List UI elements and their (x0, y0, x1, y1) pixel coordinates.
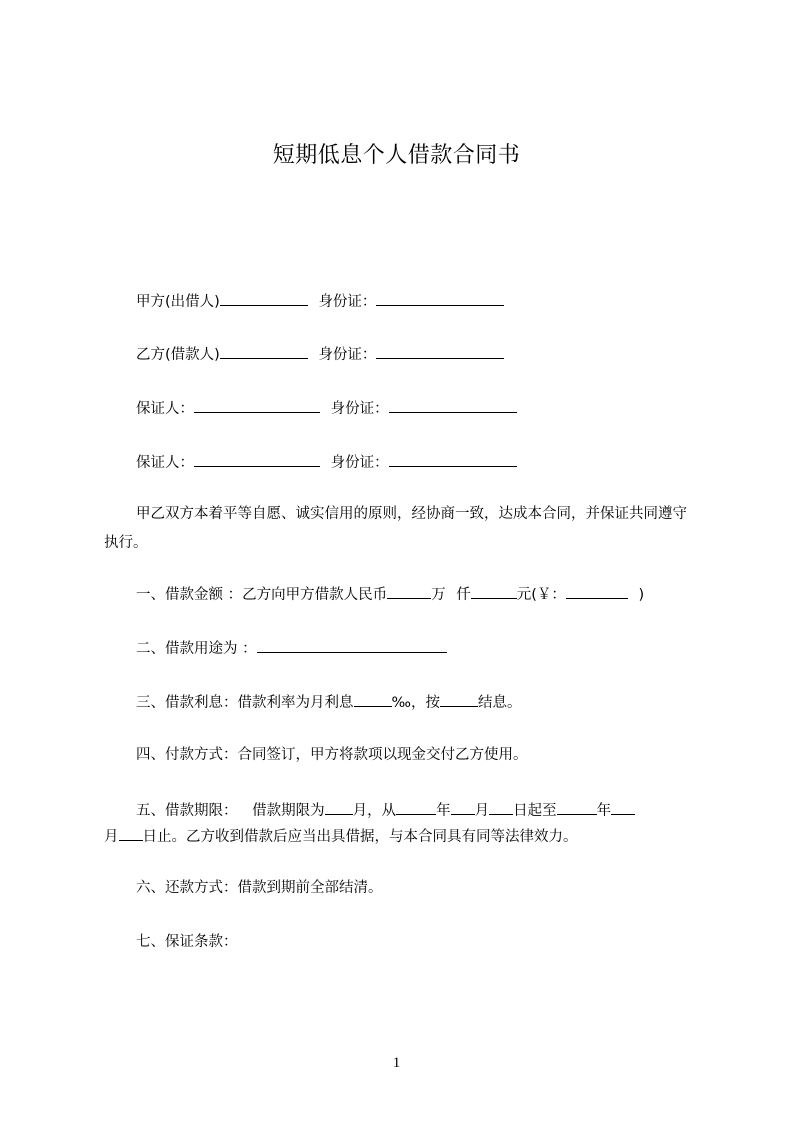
lender-id-blank[interactable] (376, 291, 504, 306)
term-months-blank[interactable] (325, 800, 353, 815)
term-end-day-blank[interactable] (119, 826, 143, 841)
interest-tail: 结息。 (477, 695, 522, 711)
clause-term-line-2 (104, 826, 578, 847)
guarantor-id-blank-1[interactable] (389, 398, 517, 413)
amount-qian-blank[interactable] (471, 584, 517, 599)
clause-amount (136, 584, 644, 605)
guarantor-label-2: 保证人： (136, 455, 194, 471)
term-start-year-blank[interactable] (396, 800, 436, 815)
amount-wan: 万 (431, 587, 446, 603)
amount-wan-blank[interactable] (387, 584, 431, 599)
interest-label: 三、借款利息：借款利率为月利息 (136, 695, 354, 711)
term-text: 借款期限为 (252, 803, 325, 819)
borrower-line (136, 344, 504, 365)
clause-guarantee: 七、保证条款： (136, 934, 238, 950)
interest-unit: ‰，按 (391, 695, 440, 711)
term-day-to: 日起至 (513, 803, 557, 819)
guarantor-id-label-1: 身份证： (330, 401, 389, 417)
guarantor-name-blank-1[interactable] (194, 398, 320, 413)
borrower-name-blank[interactable] (220, 344, 308, 359)
clause-purpose (136, 638, 447, 659)
amount-figure-blank[interactable] (566, 584, 628, 599)
guarantor-label-1: 保证人： (136, 401, 194, 417)
lender-id-label: 身份证： (318, 294, 377, 310)
amount-yuan: 元(￥： (516, 587, 566, 603)
purpose-blank[interactable] (257, 638, 447, 653)
guarantor-id-blank-2[interactable] (389, 452, 517, 467)
interest-rate-blank[interactable] (354, 692, 392, 707)
amount-label: 一、借款金额 ：乙方向甲方借款人民币 (136, 587, 388, 603)
amount-qian: 仟 (456, 587, 471, 603)
clause-repayment: 六、还款方式：借款到期前全部结清。 (136, 880, 383, 896)
term-month-from: 月，从 (352, 803, 397, 819)
page-number: 1 (392, 1055, 401, 1071)
guarantor-line-1 (136, 398, 517, 419)
amount-close: ) (638, 587, 645, 603)
guarantor-line-2 (136, 452, 517, 473)
term-label: 五、借款期限： (136, 803, 238, 819)
page-title: 短期低息个人借款合同书 (272, 143, 521, 168)
intro-paragraph: 甲乙双方本着平等自愿、诚实信用的原则，经协商一致，达成本合同，并保证共同遵守执行。 (104, 506, 687, 551)
term-day-end: 日止。乙方收到借款后应当出具借据，与本合同具有同等法律效力。 (142, 829, 578, 845)
guarantor-id-label-2: 身份证： (330, 455, 389, 471)
term-start-day-blank[interactable] (489, 800, 513, 815)
term-start-month-blank[interactable] (451, 800, 475, 815)
lender-line (136, 291, 504, 312)
borrower-id-label: 身份证： (318, 347, 377, 363)
lender-name-blank[interactable] (220, 291, 308, 306)
term-end-month-blank-a[interactable] (611, 800, 635, 815)
term-month-2: 月 (104, 829, 119, 845)
clause-interest (136, 692, 521, 713)
interest-settlement-blank[interactable] (440, 692, 478, 707)
clause-payment: 四、付款方式：合同签订，甲方将款项以现金交付乙方使用。 (136, 747, 528, 763)
term-year-1: 年 (436, 803, 451, 819)
borrower-id-blank[interactable] (376, 344, 504, 359)
clause-term-line-1 (136, 800, 635, 821)
term-end-year-blank[interactable] (557, 800, 597, 815)
lender-label: 甲方(出借人) (136, 294, 220, 310)
term-year-2: 年 (596, 803, 612, 819)
borrower-label: 乙方(借款人) (136, 347, 220, 363)
purpose-label: 二、借款用途为 ： (136, 641, 257, 657)
term-month-1: 月 (474, 803, 490, 819)
guarantor-name-blank-2[interactable] (194, 452, 320, 467)
